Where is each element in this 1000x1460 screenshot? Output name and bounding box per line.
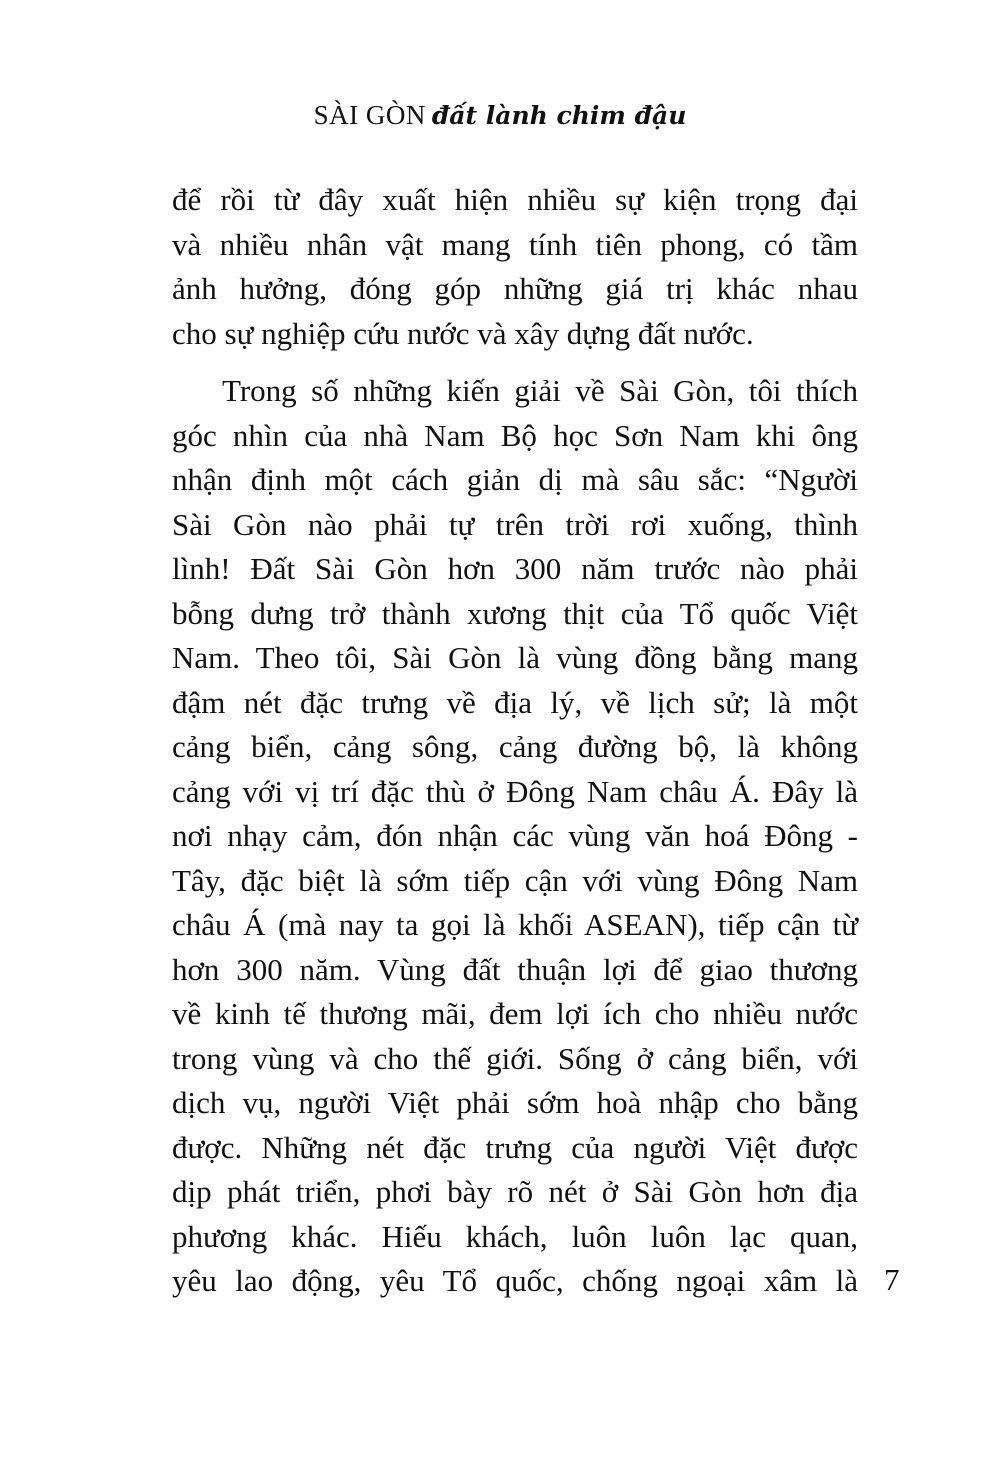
text-line: dịch vụ, người Việt phải sớm hoà nhập cho bằng <box>172 1085 858 1120</box>
text-line: nhận định một cách giản dị mà sâu sắc: “Người <box>172 462 858 497</box>
text-line: ảnh hưởng, đóng góp những giá trị khác nhau <box>172 271 858 306</box>
paragraph-1 <box>172 178 858 356</box>
text-line: cảng với vị trí đặc thù ở Đông Nam châu Á. Đây là <box>172 773 858 809</box>
text-line: châu Á (mà nay ta gọi là khối ASEAN), tiếp cận từ <box>172 907 858 942</box>
text-line: yêu lao động, yêu Tổ quốc, chống ngoại xâm là <box>172 1263 858 1298</box>
paragraph-2 <box>172 369 858 1304</box>
text-line: và nhiều nhân vật mang tính tiên phong, có tầm <box>172 226 858 262</box>
text-line: Nam. Theo tôi, Sài Gòn là vùng đồng bằng mang <box>172 640 858 675</box>
header-title-caps: SÀI GÒN <box>313 100 426 130</box>
text-line: phương khác. Hiếu khách, luôn luôn lạc quan, <box>172 1218 858 1254</box>
text-line: đậm nét đặc trưng về địa lý, về lịch sử; là một <box>172 684 858 720</box>
text-line: lình! Đất Sài Gòn hơn 300 năm trước nào phải <box>172 551 858 586</box>
text-line: góc nhìn của nhà Nam Bộ học Sơn Nam khi ông <box>172 417 858 453</box>
text-line: nơi nhạy cảm, đón nhận các vùng văn hoá Đông - <box>172 818 858 853</box>
text-line: trong vùng và cho thế giới. Sống ở cảng biển, với <box>172 1040 858 1076</box>
text-line: được. Những nét đặc trưng của người Việt được <box>172 1129 858 1165</box>
text-line: dịp phát triển, phơi bày rõ nét ở Sài Gòn hơn địa <box>172 1174 858 1209</box>
text-line: cảng biển, cảng sông, cảng đường bộ, là không <box>172 729 858 764</box>
body-text <box>172 178 858 1304</box>
running-header <box>0 100 1000 131</box>
text-line: để rồi từ đây xuất hiện nhiều sự kiện trọng đại <box>172 182 858 217</box>
header-title-script: đất lành chim đậu <box>431 101 687 130</box>
text-line: về kinh tế thương mãi, đem lợi ích cho nhiều nước <box>172 996 858 1031</box>
text-line: Sài Gòn nào phải tự trên trời rơi xuống, thình <box>172 506 858 542</box>
text-line: bỗng dưng trở thành xương thịt của Tổ quốc Việt <box>172 595 858 631</box>
text-line: Tây, đặc biệt là sớm tiếp cận với vùng Đông Nam <box>172 862 858 898</box>
text-line: Trong số những kiến giải về Sài Gòn, tôi thích <box>222 373 858 408</box>
text-line: cho sự nghiệp cứu nước và xây dựng đất nước. <box>172 315 754 351</box>
text-line: hơn 300 năm. Vùng đất thuận lợi để giao thương <box>172 951 858 987</box>
page-number: 7 <box>884 1262 900 1297</box>
